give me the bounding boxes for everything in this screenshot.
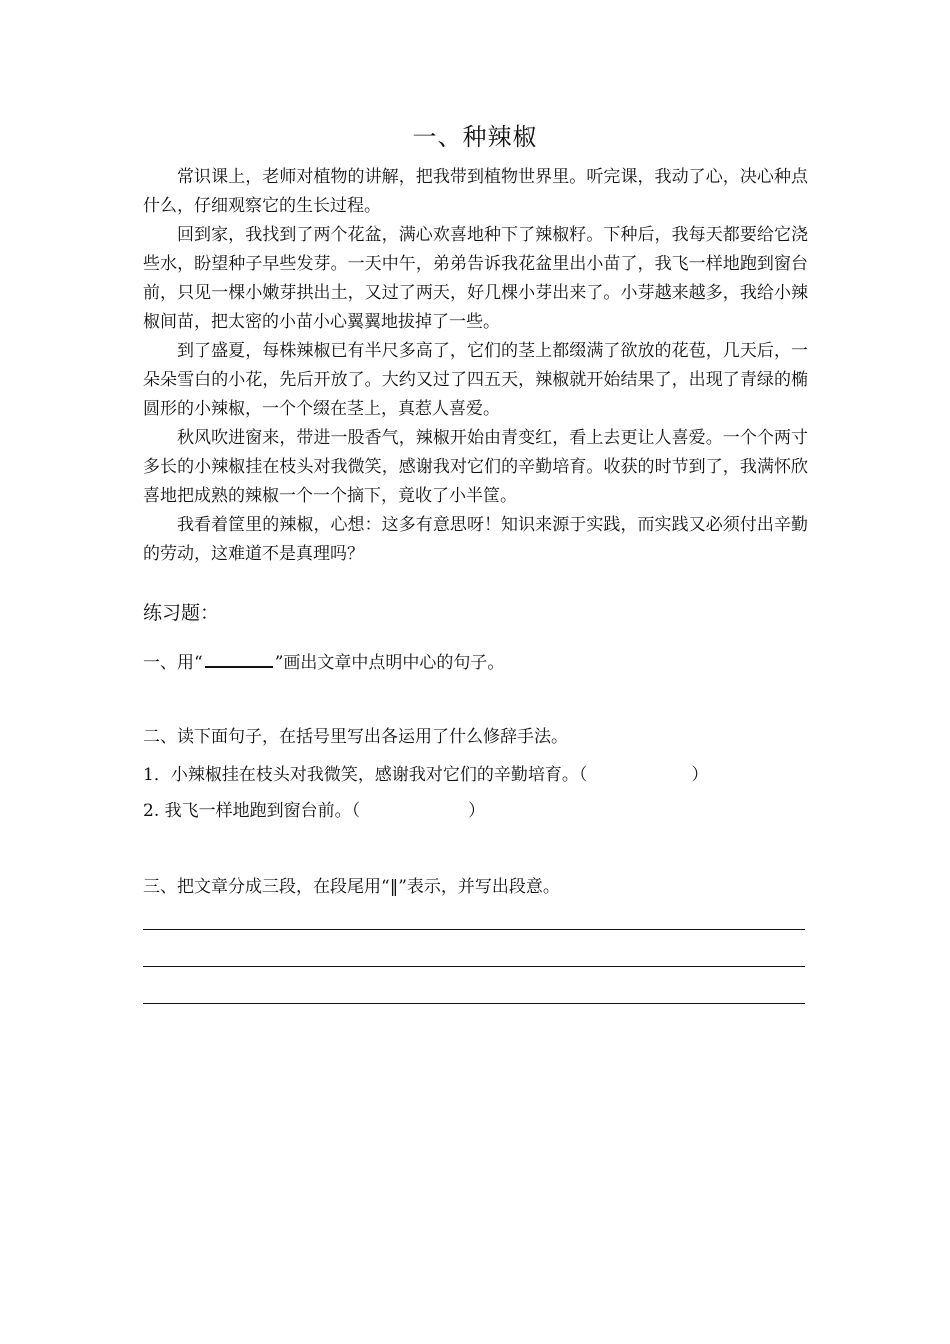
question-2-item-2-text: 2. 我飞一样地跑到窗台前。（ — [143, 801, 361, 821]
answer-line[interactable] — [143, 929, 805, 930]
close-paren: ） — [691, 765, 709, 785]
question-2-item-1 — [143, 760, 708, 785]
exercise-title: 练习题： — [143, 602, 220, 624]
paragraph: 回到家，我找到了两个花盆，满心欢喜地种下了辣椒籽。下种后，我每天都要给它浇些水，盼望种子早些发芽。一天中午，弟弟告诉我花盆里出小苗了，我飞一样地跑到窗台前，只见一棵小嫩芽拱出土，又过了两天，好几棵小芽出来了。小芽越来越多，我给小辣椒间苗，把太密的小苗小心翼翼地拔掉了一些。 — [143, 225, 808, 332]
question-3-heading: 三、把文章分成三段，在段尾用“‖”表示，并写出段意。 — [143, 877, 560, 897]
answer-line[interactable] — [143, 966, 805, 967]
question-1-after: ”画出文章中点明中心的句子。 — [274, 653, 505, 673]
question-1 — [143, 648, 504, 673]
paragraph: 常识课上，老师对植物的讲解，把我带到植物世界里。听完课，我动了心，决心种点什么，仔细观察它的生长过程。 — [143, 167, 808, 216]
question-1-before: 一、用“ — [143, 653, 203, 673]
paragraph: 到了盛夏，每株辣椒已有半尺多高了，它们的茎上都缀满了欲放的花苞，几天后，一朵朵雪白的小花，先后开放了。大约又过了四五天，辣椒就开始结果了，出现了青绿的椭圆形的小辣椒，一个个缀在茎上，真惹人喜爱。 — [143, 341, 808, 419]
paragraph: 秋风吹进窗来，带进一股香气，辣椒开始由青变红，看上去更让人喜爱。一个个两寸多长的小辣椒挂在枝头对我微笑，感谢我对它们的辛勤培育。收获的时节到了，我满怀欣喜地把成熟的辣椒一个一个摘下，竟收了小半筐。 — [143, 428, 808, 506]
question-2-item-1-text: 1．小辣椒挂在枝头对我微笑，感谢我对它们的辛勤培育。（ — [143, 765, 588, 785]
question-2-item-2 — [143, 796, 485, 821]
article-body — [143, 163, 808, 569]
close-paren: ） — [468, 801, 486, 821]
answer-line[interactable] — [143, 1003, 805, 1004]
underline-blank — [205, 652, 273, 668]
question-2-heading: 二、读下面句子，在括号里写出各运用了什么修辞手法。 — [143, 727, 568, 747]
document-title: 一、种辣椒 — [412, 123, 538, 151]
paragraph: 我看着筐里的辣椒，心想：这多有意思呀！知识来源于实践，而实践又必须付出辛勤的劳动，这难道不是真理吗？ — [143, 515, 808, 564]
